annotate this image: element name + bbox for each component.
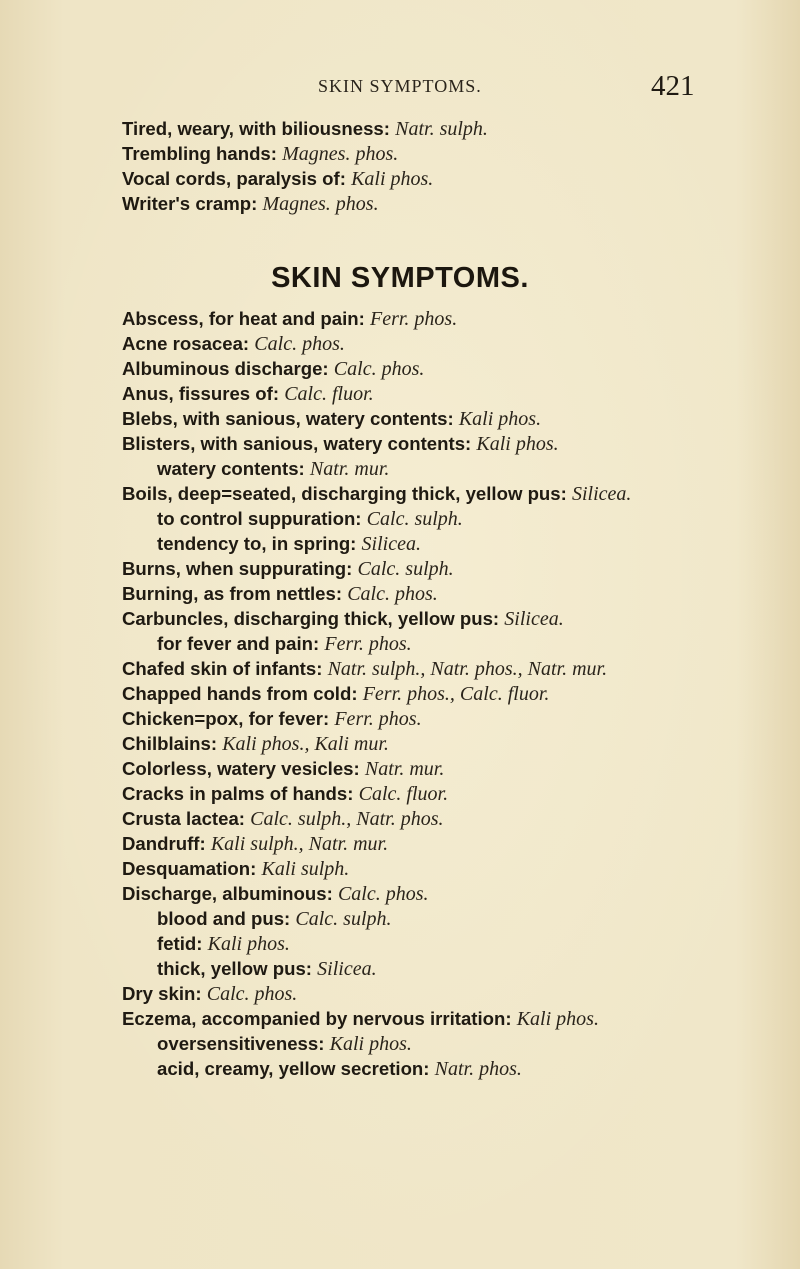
entry-term: Discharge, albuminous: [122,883,338,904]
entry-line [122,582,438,606]
entry-term: acid, creamy, yellow secretion: [157,1058,435,1079]
entry-term: Burning, as from nettles: [122,583,348,604]
entry-term: Burns, when suppurating: [122,558,358,579]
entry-remedy: Silicea. [571,483,632,505]
entry-term: Chafed skin of infants: [122,658,328,679]
entry-line [122,117,488,141]
entry-remedy: Ferr. phos., Calc. fluor. [362,683,550,705]
entry-line [122,142,398,166]
entry-remedy: Ferr. phos. [369,308,458,330]
entry-line [122,167,433,191]
entry-line [122,432,559,456]
entry-remedy: Calc. sulph. [357,558,454,580]
entry-remedy: Kali phos. [516,1008,599,1030]
entry-term: Trembling hands: [122,143,283,164]
entry-remedy: Silicea. [361,533,421,555]
entry-remedy: Natr. mur. [364,758,445,780]
entry-line [122,857,349,881]
entry-term: Dandruff: [122,833,211,854]
entry-term: Dry skin: [122,983,207,1004]
entry-line [122,332,345,356]
entry-line [122,192,379,216]
entry-line [122,657,607,681]
entry-remedy: Calc. sulph. [366,508,463,530]
entry-subline [157,932,290,956]
entry-remedy: Calc. fluor. [358,783,449,805]
entry-remedy: Calc. phos. [254,333,345,355]
entry-subline [157,507,463,531]
entry-line [122,807,444,831]
entry-remedy: Kali phos. [351,168,434,190]
entry-line [122,732,389,756]
entry-term: Albuminous discharge: [122,358,334,379]
entry-remedy: Kali phos. [458,408,542,430]
entry-line [122,982,297,1006]
entry-line [122,1007,599,1031]
entry-term: Blebs, with sanious, watery contents: [122,408,459,429]
entry-term: for fever and pain: [157,633,325,654]
entry-remedy: Magnes. phos. [282,143,399,165]
entry-line [122,782,448,806]
entry-term: oversensitiveness: [157,1033,330,1054]
entry-remedy: Magnes. phos. [262,193,379,215]
entry-term: Vocal cords, paralysis of: [122,168,352,189]
entry-term: Desquamation: [122,858,262,879]
entry-term: Abscess, for heat and pain: [122,308,370,329]
entry-term: Acne rosacea: [122,333,255,354]
entry-remedy: Kali phos. [207,933,290,955]
entry-line [122,607,564,631]
entry-term: watery contents: [157,458,310,479]
entry-line [122,557,454,581]
entry-remedy: Natr. phos. [434,1058,522,1080]
running-title: SKIN SYMPTOMS. [318,76,482,96]
entry-remedy: Kali phos., Kali mur. [222,733,389,755]
entry-term: Eczema, accompanied by nervous irritation: [122,1008,517,1029]
entry-remedy: Calc. phos. [333,358,425,380]
entry-term: to control suppuration: [157,508,367,529]
entry-remedy: Kali phos. [476,433,559,455]
entry-line [122,357,424,381]
entry-remedy: Silicea. [317,958,377,980]
entry-term: tendency to, in spring: [157,533,362,554]
entry-term: Anus, fissures of: [122,383,285,404]
entry-term: Writer's cramp: [122,193,263,214]
entry-remedy: Calc. fluor. [284,383,374,405]
entry-subline [157,457,389,481]
entry-remedy: Natr. mur. [309,458,390,480]
entry-line [122,382,374,406]
entry-term: Blisters, with sanious, watery contents: [122,433,477,454]
entry-remedy: Ferr. phos. [324,633,412,655]
entry-term: Chilblains: [122,733,223,754]
entry-term: Boils, deep=seated, discharging thick, yellow pus: [122,483,572,504]
entry-remedy: Calc. phos. [347,583,438,605]
entry-term: Chapped hands from cold: [122,683,363,704]
entry-line [122,832,388,856]
entry-term: thick, yellow pus: [157,958,318,979]
entry-term: Tired, weary, with biliousness: [122,118,396,139]
entry-term: Colorless, watery vesicles: [122,758,365,779]
entry-subline [157,907,392,931]
page-number: 421 [651,70,695,102]
entry-line [122,707,422,731]
entry-term: fetid: [157,933,208,954]
entry-remedy: Kali sulph. [261,858,350,880]
entry-line [122,482,631,506]
section-heading: SKIN SYMPTOMS. [271,262,529,294]
entry-remedy: Ferr. phos. [334,708,422,730]
entry-remedy: Calc. phos. [337,883,429,905]
entry-line [122,682,549,706]
entry-line [122,882,429,906]
entry-remedy: Calc. phos. [206,983,298,1005]
entry-remedy: Silicea. [504,608,564,630]
entry-term: Chicken=pox, for fever: [122,708,335,729]
entry-term: blood and pus: [157,908,296,929]
entry-remedy: Kali phos. [329,1033,412,1055]
entry-remedy: Calc. sulph. [295,908,392,930]
entry-term: Cracks in palms of hands: [122,783,359,804]
entry-subline [157,957,377,981]
entry-term: Carbuncles, discharging thick, yellow pus: [122,608,505,629]
entry-line [122,407,541,431]
entry-remedy: Calc. sulph., Natr. phos. [250,808,444,830]
entry-line [122,757,444,781]
entry-subline [157,1032,412,1056]
entry-remedy: Kali sulph., Natr. mur. [210,833,389,855]
entry-subline [157,632,412,656]
running-head [0,70,800,106]
entry-line [122,307,457,331]
entry-subline [157,532,421,556]
entry-remedy: Natr. sulph., Natr. phos., Natr. mur. [327,658,608,680]
entry-subline [157,1057,522,1081]
entry-remedy: Natr. sulph. [395,118,488,140]
entry-term: Crusta lactea: [122,808,251,829]
